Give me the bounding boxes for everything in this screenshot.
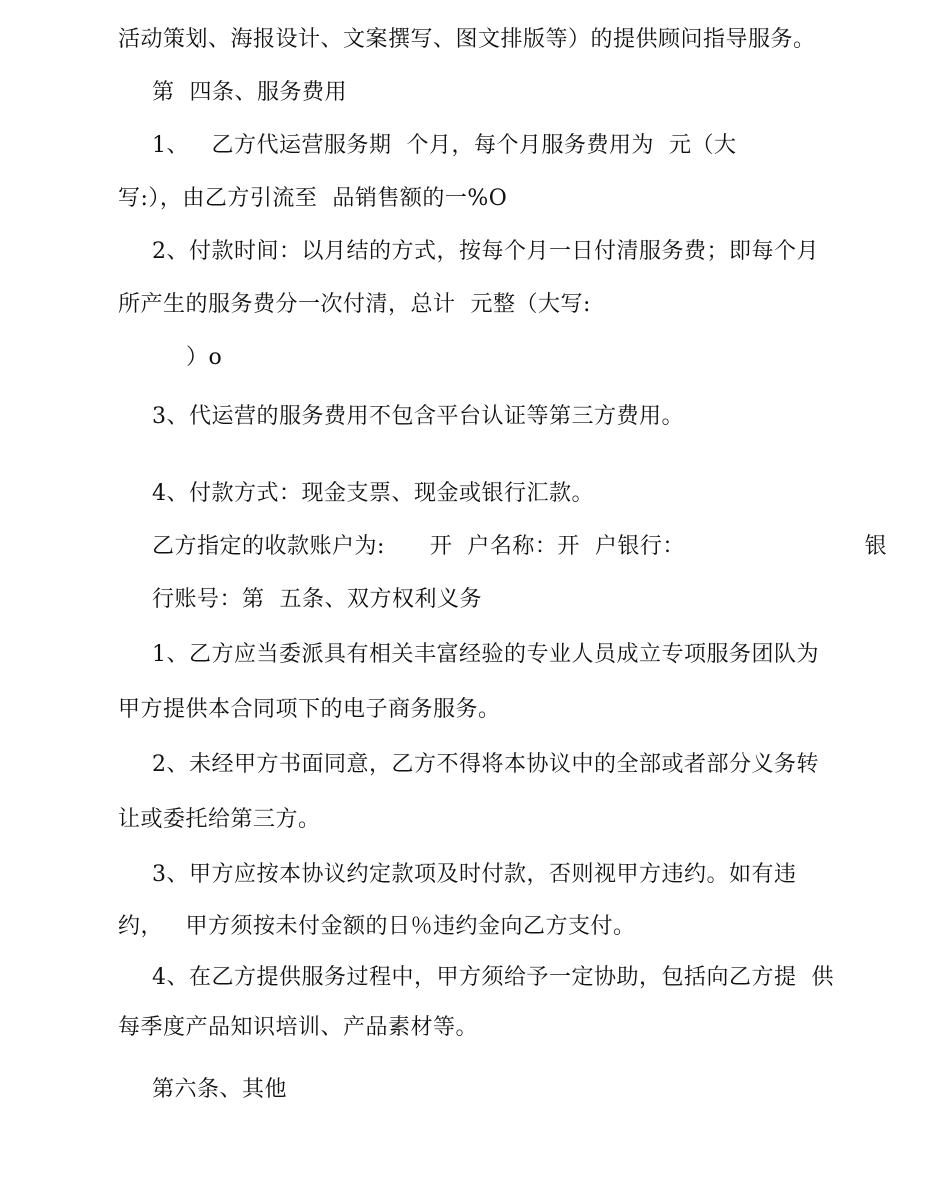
paragraph-line-17: 约， 甲方须按未付金额的日％违约金向乙方支付。 [118,914,636,939]
paragraph-line-3: 1、 乙方代运营服务期 个月，每个月服务费用为 元（大 [152,133,737,158]
paragraph-line-13: 甲方提供本合同项下的电子商务服务。 [118,697,501,722]
paragraph-line-14: 2、未经甲方书面同意，乙方不得将本协议中的全部或者部分义务转 [152,752,819,777]
paragraph-line-8: 3、代运营的服务费用不包含平台认证等第三方费用。 [152,404,684,429]
paragraph-line-16: 3、甲方应按本协议约定款项及时付款，否则视甲方违约。如有违 [152,862,797,887]
paragraph-line-15: 让或委托给第三方。 [118,807,321,832]
paragraph-line-4: 写:），由乙方引流至 品销售额的一%O [118,186,508,211]
paragraph-line-18: 4、在乙方提供服务过程中，甲方须给予一定协助，包括向乙方提 供 [152,965,834,990]
paragraph-line-5: 2、付款时间：以月结的方式，按每个月一日付清服务费；即每个月 [152,239,819,264]
paragraph-line-1: 活动策划、海报设计、文案撰写、图文排版等）的提供顾问指导服务。 [118,27,816,52]
section-heading-4: 第 四条、服务费用 [152,80,347,105]
paragraph-line-6: 所产生的服务费分一次付清，总计 元整（大写: [118,292,591,317]
paragraph-line-12: 1、乙方应当委派具有相关丰富经验的专业人员成立专项服务团队为 [152,642,819,667]
paragraph-line-10: 乙方指定的收款账户为: 开 户名称：开 户银行： 银 [152,534,888,559]
paragraph-line-7: ）o [186,345,223,370]
section-heading-6: 第六条、其他 [152,1077,288,1102]
paragraph-line-9: 4、付款方式：现金支票、现金或银行汇款。 [152,481,594,506]
paragraph-line-11: 行账号：第 五条、双方权利义务 [152,587,482,612]
paragraph-line-19: 每季度产品知识培训、产品素材等。 [118,1015,479,1040]
